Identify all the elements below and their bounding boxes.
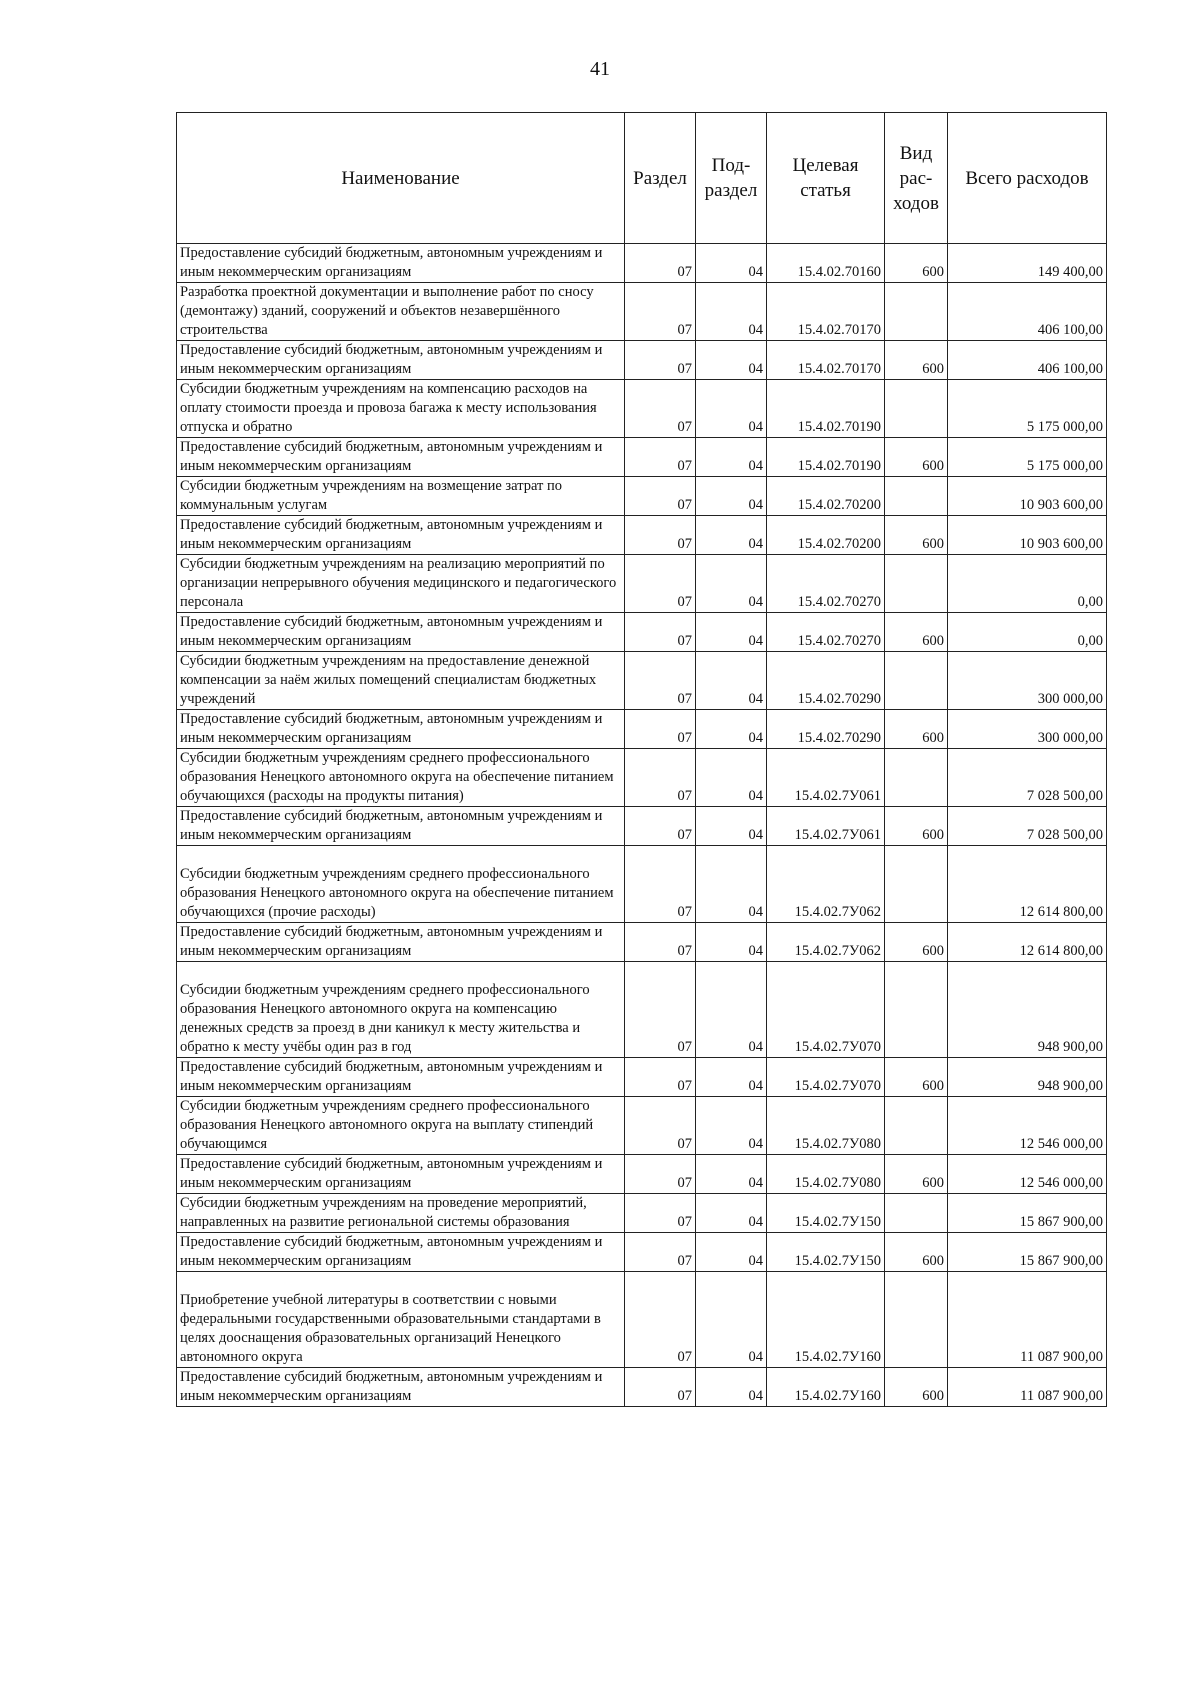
- table-row: [177, 962, 1107, 1058]
- header-statya: Целевая статья: [767, 113, 885, 244]
- table-row: [177, 923, 1107, 962]
- row-razdel-cell: 07: [625, 1058, 696, 1097]
- row-vid-cell: [885, 477, 948, 516]
- row-total-cell: 300 000,00: [948, 652, 1107, 710]
- row-statya-cell: 15.4.02.7У070: [767, 1058, 885, 1097]
- row-name-cell: Субсидии бюджетным учреждениям на компенсацию расходов на оплату стоимости проезда и провоза багажа к месту использования отпуска и обратно: [177, 380, 625, 438]
- row-podrazdel-cell: 04: [696, 283, 767, 341]
- table-row: [177, 555, 1107, 613]
- row-podrazdel-cell: 04: [696, 1368, 767, 1407]
- table-body: [177, 244, 1107, 1407]
- row-podrazdel-cell: 04: [696, 555, 767, 613]
- row-statya-cell: 15.4.02.70200: [767, 477, 885, 516]
- row-razdel-cell: 07: [625, 1194, 696, 1233]
- row-vid-cell: [885, 1097, 948, 1155]
- row-razdel-cell: 07: [625, 846, 696, 923]
- row-vid-cell: [885, 962, 948, 1058]
- row-razdel-cell: 07: [625, 1368, 696, 1407]
- row-total-cell: 406 100,00: [948, 283, 1107, 341]
- row-name-cell: Разработка проектной документации и выполнение работ по сносу (демонтажу) зданий, сооружений и объектов незавершённого строительства: [177, 283, 625, 341]
- row-podrazdel-cell: 04: [696, 1272, 767, 1368]
- row-podrazdel-cell: 04: [696, 923, 767, 962]
- row-podrazdel-cell: 04: [696, 477, 767, 516]
- row-total-cell: 15 867 900,00: [948, 1233, 1107, 1272]
- table-row: [177, 652, 1107, 710]
- row-razdel-cell: 07: [625, 341, 696, 380]
- row-name-cell: Предоставление субсидий бюджетным, автономным учреждениям и иным некоммерческим организациям: [177, 516, 625, 555]
- row-podrazdel-cell: 04: [696, 652, 767, 710]
- row-statya-cell: 15.4.02.70160: [767, 244, 885, 283]
- table-row: [177, 438, 1107, 477]
- table-row: [177, 710, 1107, 749]
- row-total-cell: 5 175 000,00: [948, 438, 1107, 477]
- row-total-cell: 300 000,00: [948, 710, 1107, 749]
- row-name-cell: Предоставление субсидий бюджетным, автономным учреждениям и иным некоммерческим организациям: [177, 923, 625, 962]
- table-row: [177, 1368, 1107, 1407]
- row-podrazdel-cell: 04: [696, 710, 767, 749]
- row-razdel-cell: 07: [625, 244, 696, 283]
- row-total-cell: 7 028 500,00: [948, 749, 1107, 807]
- row-vid-cell: 600: [885, 807, 948, 846]
- row-razdel-cell: 07: [625, 923, 696, 962]
- row-name-cell: Субсидии бюджетным учреждениям на проведение мероприятий, направленных на развитие региональной системы образования: [177, 1194, 625, 1233]
- row-statya-cell: 15.4.02.70270: [767, 555, 885, 613]
- row-podrazdel-cell: 04: [696, 1097, 767, 1155]
- row-statya-cell: 15.4.02.70190: [767, 380, 885, 438]
- row-vid-cell: 600: [885, 1233, 948, 1272]
- row-vid-cell: [885, 380, 948, 438]
- row-name-cell: Предоставление субсидий бюджетным, автономным учреждениям и иным некоммерческим организациям: [177, 807, 625, 846]
- row-vid-cell: 600: [885, 244, 948, 283]
- table-row: [177, 244, 1107, 283]
- row-vid-cell: [885, 283, 948, 341]
- header-razdel: Раздел: [625, 113, 696, 244]
- row-vid-cell: [885, 846, 948, 923]
- header-vid: Вид рас- ходов: [885, 113, 948, 244]
- row-razdel-cell: 07: [625, 1097, 696, 1155]
- table-row: [177, 749, 1107, 807]
- row-name-cell: Приобретение учебной литературы в соответствии с новыми федеральными государственными образовательными стандартами в целях дооснащения образовательных организаций Ненецкого автономного округа: [177, 1272, 625, 1368]
- row-vid-cell: 600: [885, 1155, 948, 1194]
- row-razdel-cell: 07: [625, 613, 696, 652]
- row-podrazdel-cell: 04: [696, 807, 767, 846]
- row-name-cell: Предоставление субсидий бюджетным, автономным учреждениям и иным некоммерческим организациям: [177, 1368, 625, 1407]
- page-number: 41: [590, 58, 610, 80]
- row-statya-cell: 15.4.02.7У062: [767, 923, 885, 962]
- row-name-cell: Предоставление субсидий бюджетным, автономным учреждениям и иным некоммерческим организациям: [177, 1155, 625, 1194]
- row-razdel-cell: 07: [625, 283, 696, 341]
- table-row: [177, 1233, 1107, 1272]
- table-row: [177, 613, 1107, 652]
- table-row: [177, 516, 1107, 555]
- row-razdel-cell: 07: [625, 1272, 696, 1368]
- row-podrazdel-cell: 04: [696, 1194, 767, 1233]
- row-total-cell: 0,00: [948, 555, 1107, 613]
- row-podrazdel-cell: 04: [696, 341, 767, 380]
- row-total-cell: 0,00: [948, 613, 1107, 652]
- table-row: [177, 477, 1107, 516]
- row-statya-cell: 15.4.02.7У160: [767, 1272, 885, 1368]
- row-podrazdel-cell: 04: [696, 1155, 767, 1194]
- row-vid-cell: 600: [885, 1368, 948, 1407]
- header-podrazdel: Под- раздел: [696, 113, 767, 244]
- row-razdel-cell: 07: [625, 1155, 696, 1194]
- row-vid-cell: 600: [885, 341, 948, 380]
- row-name-cell: Субсидии бюджетным учреждениям на возмещение затрат по коммунальным услугам: [177, 477, 625, 516]
- row-statya-cell: 15.4.02.7У061: [767, 749, 885, 807]
- row-total-cell: 406 100,00: [948, 341, 1107, 380]
- row-podrazdel-cell: 04: [696, 516, 767, 555]
- row-statya-cell: 15.4.02.70170: [767, 283, 885, 341]
- row-total-cell: 10 903 600,00: [948, 516, 1107, 555]
- row-name-cell: Предоставление субсидий бюджетным, автономным учреждениям и иным некоммерческим организациям: [177, 710, 625, 749]
- row-podrazdel-cell: 04: [696, 962, 767, 1058]
- row-total-cell: 12 614 800,00: [948, 846, 1107, 923]
- row-podrazdel-cell: 04: [696, 1233, 767, 1272]
- row-name-cell: Субсидии бюджетным учреждениям среднего профессионального образования Ненецкого автономного округа на обеспечение питанием обучающихся (расходы на продукты питания): [177, 749, 625, 807]
- row-statya-cell: 15.4.02.70200: [767, 516, 885, 555]
- row-podrazdel-cell: 04: [696, 438, 767, 477]
- row-vid-cell: [885, 749, 948, 807]
- row-name-cell: Предоставление субсидий бюджетным, автономным учреждениям и иным некоммерческим организациям: [177, 341, 625, 380]
- table-row: [177, 1097, 1107, 1155]
- row-total-cell: 149 400,00: [948, 244, 1107, 283]
- row-name-cell: Субсидии бюджетным учреждениям на реализацию мероприятий по организации непрерывного обучения медицинского и педагогического персонала: [177, 555, 625, 613]
- row-total-cell: 15 867 900,00: [948, 1194, 1107, 1233]
- row-name-cell: Субсидии бюджетным учреждениям среднего профессионального образования Ненецкого автономного округа на компенсацию денежных средств за проезд в дни каникул к месту жительства и обратно к месту учёбы один раз в год: [177, 962, 625, 1058]
- row-name-cell: Субсидии бюджетным учреждениям среднего профессионального образования Ненецкого автономного округа на выплату стипендий обучающимся: [177, 1097, 625, 1155]
- row-total-cell: 7 028 500,00: [948, 807, 1107, 846]
- row-statya-cell: 15.4.02.70190: [767, 438, 885, 477]
- row-statya-cell: 15.4.02.70170: [767, 341, 885, 380]
- row-total-cell: 10 903 600,00: [948, 477, 1107, 516]
- row-name-cell: Предоставление субсидий бюджетным, автономным учреждениям и иным некоммерческим организациям: [177, 244, 625, 283]
- row-name-cell: Субсидии бюджетным учреждениям на предоставление денежной компенсации за наём жилых помещений специалистам бюджетных учреждений: [177, 652, 625, 710]
- row-total-cell: 12 546 000,00: [948, 1155, 1107, 1194]
- row-statya-cell: 15.4.02.70270: [767, 613, 885, 652]
- row-podrazdel-cell: 04: [696, 749, 767, 807]
- table-header-row: [177, 113, 1107, 244]
- table-row: [177, 380, 1107, 438]
- row-razdel-cell: 07: [625, 749, 696, 807]
- row-total-cell: 12 546 000,00: [948, 1097, 1107, 1155]
- table-row: [177, 283, 1107, 341]
- row-statya-cell: 15.4.02.7У080: [767, 1155, 885, 1194]
- table-row: [177, 1194, 1107, 1233]
- row-vid-cell: 600: [885, 613, 948, 652]
- row-statya-cell: 15.4.02.70290: [767, 710, 885, 749]
- row-statya-cell: 15.4.02.70290: [767, 652, 885, 710]
- row-statya-cell: 15.4.02.7У062: [767, 846, 885, 923]
- row-vid-cell: [885, 555, 948, 613]
- row-total-cell: 12 614 800,00: [948, 923, 1107, 962]
- row-statya-cell: 15.4.02.7У080: [767, 1097, 885, 1155]
- row-name-cell: Предоставление субсидий бюджетным, автономным учреждениям и иным некоммерческим организациям: [177, 1058, 625, 1097]
- row-podrazdel-cell: 04: [696, 846, 767, 923]
- table-row: [177, 341, 1107, 380]
- row-razdel-cell: 07: [625, 380, 696, 438]
- row-vid-cell: 600: [885, 516, 948, 555]
- row-vid-cell: 600: [885, 923, 948, 962]
- table-row: [177, 846, 1107, 923]
- row-razdel-cell: 07: [625, 555, 696, 613]
- row-razdel-cell: 07: [625, 807, 696, 846]
- header-name: Наименование: [177, 113, 625, 244]
- row-podrazdel-cell: 04: [696, 1058, 767, 1097]
- row-name-cell: Предоставление субсидий бюджетным, автономным учреждениям и иным некоммерческим организациям: [177, 438, 625, 477]
- row-razdel-cell: 07: [625, 477, 696, 516]
- row-razdel-cell: 07: [625, 516, 696, 555]
- row-statya-cell: 15.4.02.7У061: [767, 807, 885, 846]
- row-podrazdel-cell: 04: [696, 613, 767, 652]
- row-vid-cell: [885, 1272, 948, 1368]
- row-vid-cell: 600: [885, 438, 948, 477]
- row-name-cell: Предоставление субсидий бюджетным, автономным учреждениям и иным некоммерческим организациям: [177, 613, 625, 652]
- row-vid-cell: 600: [885, 1058, 948, 1097]
- table-row: [177, 1058, 1107, 1097]
- row-total-cell: 11 087 900,00: [948, 1368, 1107, 1407]
- row-razdel-cell: 07: [625, 1233, 696, 1272]
- row-razdel-cell: 07: [625, 710, 696, 749]
- table-row: [177, 1272, 1107, 1368]
- row-vid-cell: [885, 1194, 948, 1233]
- row-razdel-cell: 07: [625, 652, 696, 710]
- table-row: [177, 1155, 1107, 1194]
- budget-table: [176, 112, 1107, 1407]
- row-statya-cell: 15.4.02.7У150: [767, 1233, 885, 1272]
- row-podrazdel-cell: 04: [696, 380, 767, 438]
- row-total-cell: 948 900,00: [948, 962, 1107, 1058]
- row-total-cell: 5 175 000,00: [948, 380, 1107, 438]
- row-statya-cell: 15.4.02.7У160: [767, 1368, 885, 1407]
- table-row: [177, 807, 1107, 846]
- header-total: Всего расходов: [948, 113, 1107, 244]
- row-name-cell: Субсидии бюджетным учреждениям среднего профессионального образования Ненецкого автономного округа на обеспечение питанием обучающихся (прочие расходы): [177, 846, 625, 923]
- row-total-cell: 11 087 900,00: [948, 1272, 1107, 1368]
- row-podrazdel-cell: 04: [696, 244, 767, 283]
- row-statya-cell: 15.4.02.7У150: [767, 1194, 885, 1233]
- row-vid-cell: [885, 652, 948, 710]
- row-name-cell: Предоставление субсидий бюджетным, автономным учреждениям и иным некоммерческим организациям: [177, 1233, 625, 1272]
- row-statya-cell: 15.4.02.7У070: [767, 962, 885, 1058]
- row-vid-cell: 600: [885, 710, 948, 749]
- row-total-cell: 948 900,00: [948, 1058, 1107, 1097]
- row-razdel-cell: 07: [625, 962, 696, 1058]
- row-razdel-cell: 07: [625, 438, 696, 477]
